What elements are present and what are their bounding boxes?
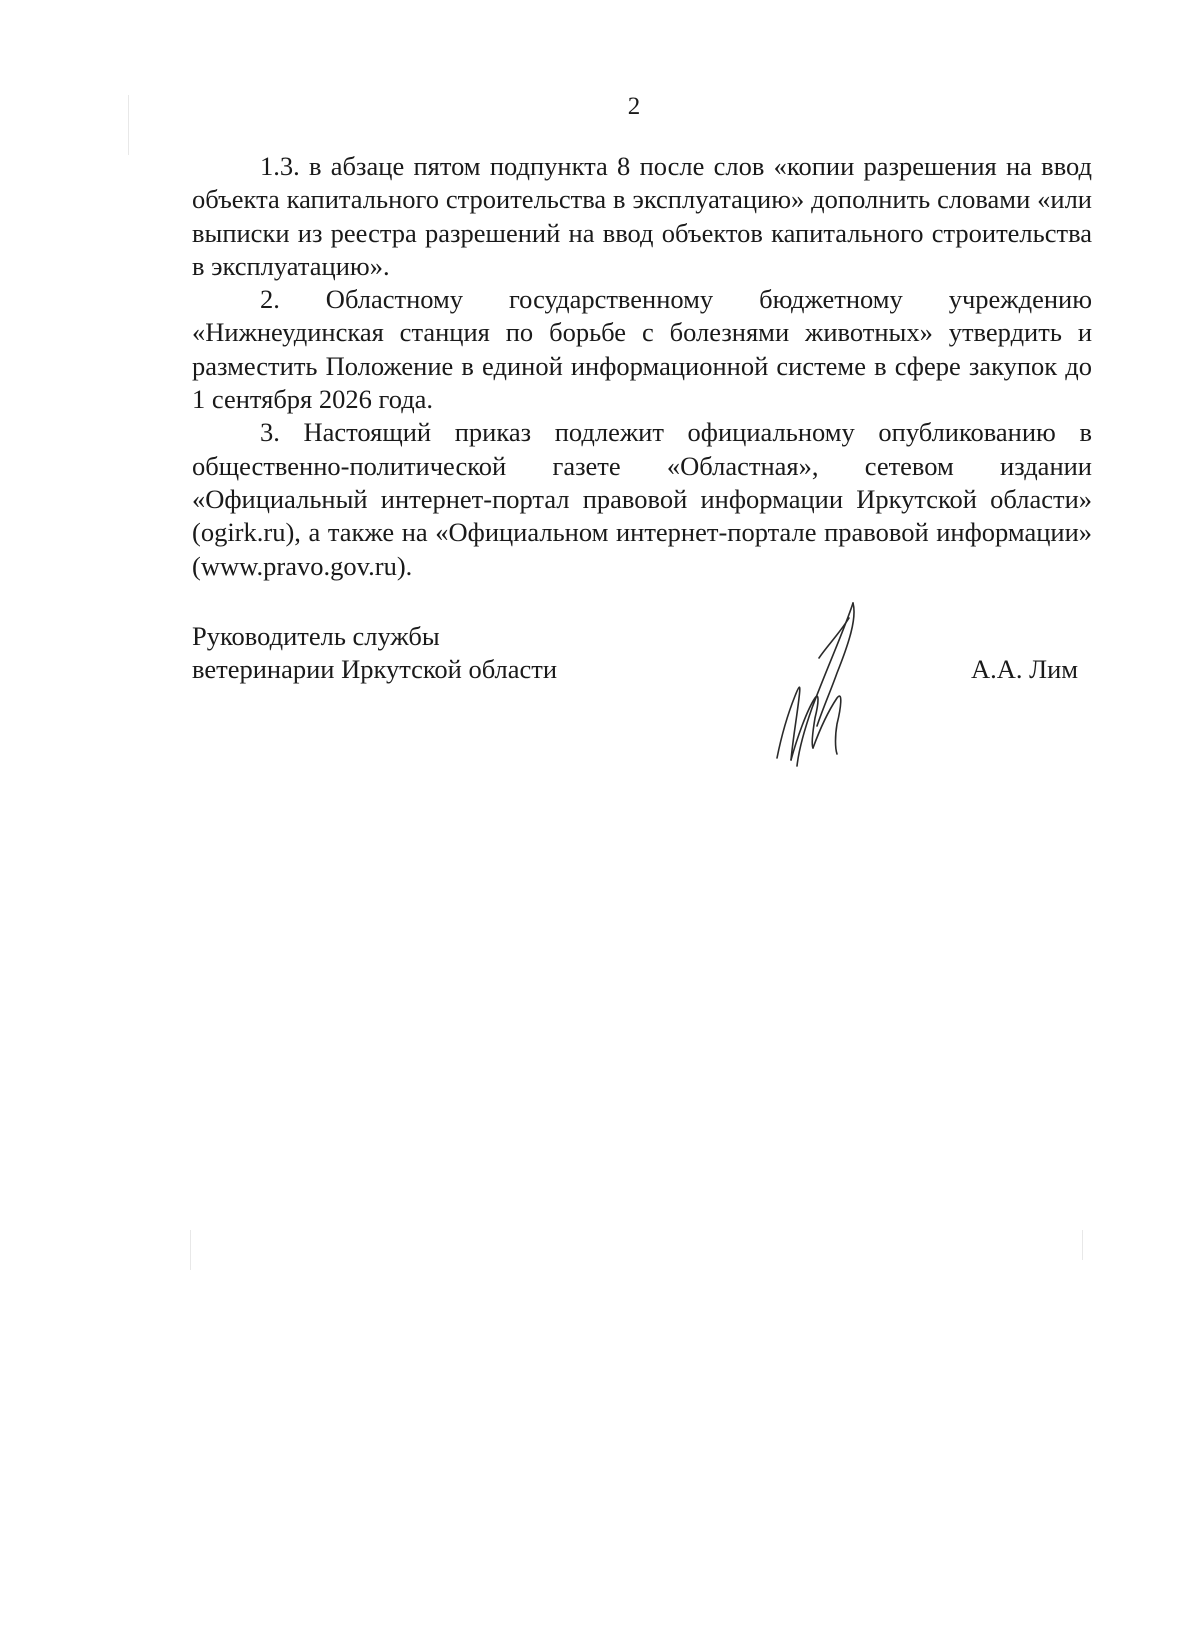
signature-block — [192, 620, 1092, 770]
scan-artifact-line — [190, 1230, 191, 1270]
paragraph-3: 3. Настоящий приказ подлежит официальному опубликованию в общественно-политической газете «Областная», сетевом издании «Официальный интернет-портал правовой информации Иркутской области» (ogirk.ru), а также на «Официальном интернет-портале правовой информации» (www.pravo.gov.ru). — [192, 417, 1092, 581]
page-number: 2 — [627, 93, 641, 120]
scan-artifact-line — [128, 95, 129, 155]
paragraph-2: 2. Областному государственному бюджетному учреждению «Нижнеудинская станция по борьбе с болезнями животных» утвердить и разместить Положение в единой информационной системе в сфере закупок до 1 сентября 2026 года. — [192, 284, 1092, 415]
signatory-position — [192, 620, 557, 686]
signatory-position-line-2: ветеринарии Иркутской области — [192, 654, 558, 684]
handwritten-signature — [757, 598, 877, 773]
signatory-name: А.А. Лим — [971, 654, 1079, 684]
paragraph-1-3: 1.3. в абзаце пятом подпункта 8 после слов «копии разрешения на ввод объекта капитального строительства в эксплуатацию» дополнить словами «или выписки из реестра разрешений на ввод объектов капитального строительства в эксплуатацию». — [192, 151, 1092, 281]
scan-artifact-line — [1082, 1230, 1083, 1260]
document-body — [192, 150, 1092, 583]
signatory-position-line-1: Руководитель службы — [192, 621, 440, 651]
